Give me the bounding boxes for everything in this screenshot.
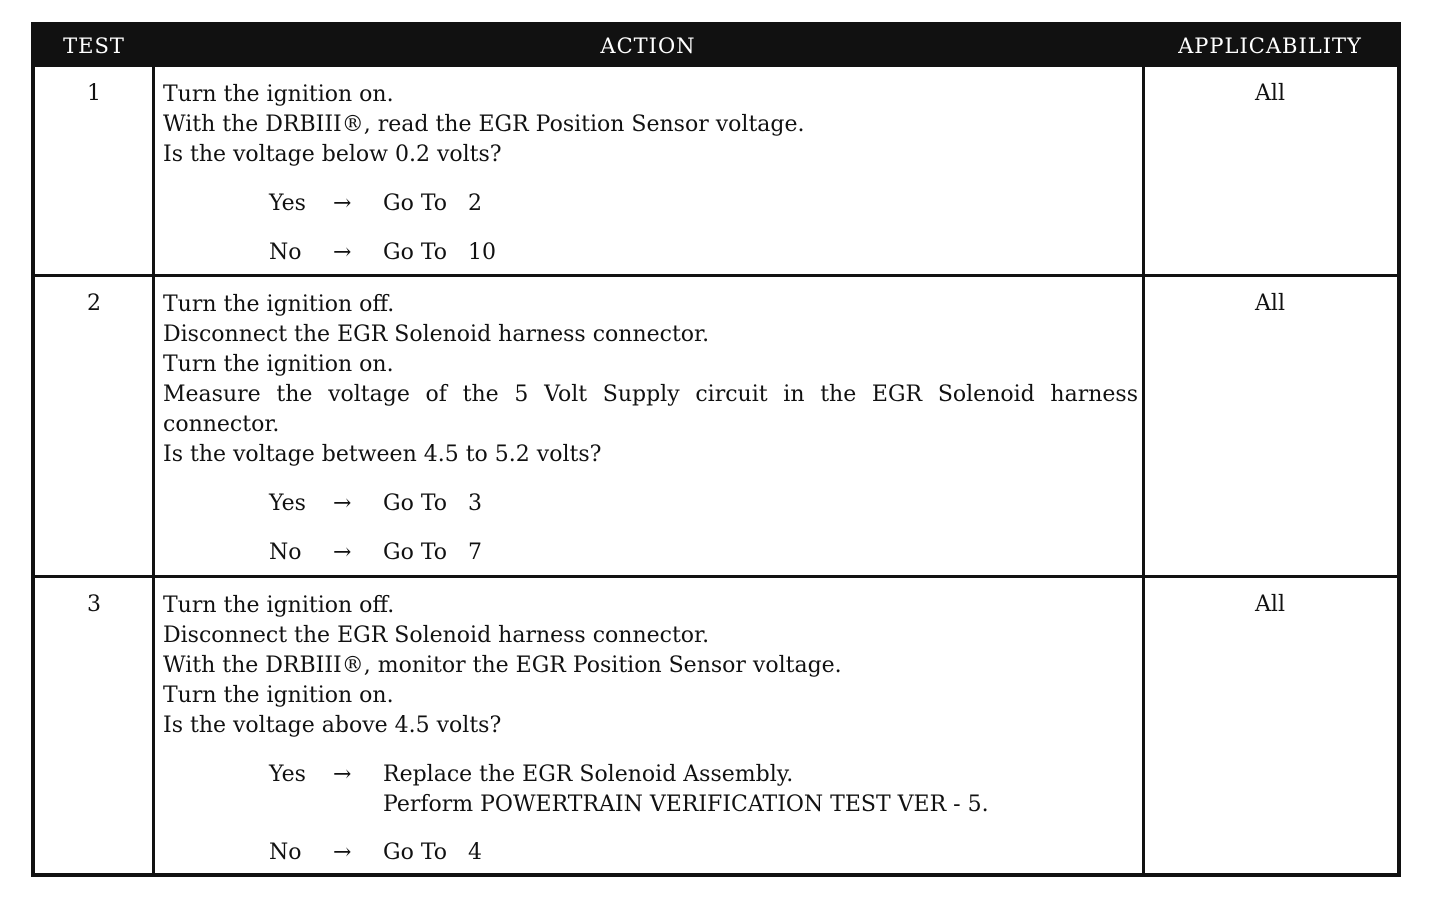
action-step: Is the voltage above 4.5 volts? bbox=[163, 713, 502, 738]
arrow-icon: → bbox=[333, 491, 352, 516]
yes-result: Go To 2 bbox=[383, 191, 482, 216]
header-action: ACTION bbox=[600, 34, 696, 58]
no-branch bbox=[163, 538, 1138, 568]
arrow-icon: → bbox=[333, 191, 352, 216]
arrow-icon: → bbox=[333, 540, 352, 565]
yes-branch bbox=[163, 189, 1138, 219]
no-label: No bbox=[269, 240, 302, 265]
yes-label: Yes bbox=[269, 491, 306, 516]
action-step: With the DRBIII®, read the EGR Position Sensor voltage. bbox=[163, 112, 805, 137]
action-cell bbox=[163, 80, 1138, 268]
test-number: 3 bbox=[87, 592, 101, 617]
header-test: TEST bbox=[63, 34, 125, 58]
yes-label: Yes bbox=[269, 191, 306, 216]
no-branch bbox=[163, 238, 1138, 268]
yes-result: Go To 3 bbox=[383, 491, 482, 516]
yes-branch bbox=[163, 489, 1138, 519]
yes-label: Yes bbox=[269, 762, 306, 787]
no-result: Go To 4 bbox=[383, 840, 482, 865]
action-step: connector. bbox=[163, 412, 280, 437]
test-number: 2 bbox=[87, 291, 101, 316]
action-step: With the DRBIII®, monitor the EGR Position Sensor voltage. bbox=[163, 653, 842, 678]
test-number: 1 bbox=[87, 81, 101, 106]
action-step: Measure the voltage of the 5 Volt Supply circuit in the EGR Solenoid harness bbox=[163, 382, 1138, 407]
no-label: No bbox=[269, 840, 302, 865]
applicability-value: All bbox=[1255, 291, 1285, 316]
action-step: Is the voltage between 4.5 to 5.2 volts? bbox=[163, 442, 602, 467]
action-step: Turn the ignition on. bbox=[163, 82, 394, 107]
no-label: No bbox=[269, 540, 302, 565]
table-row bbox=[35, 578, 1397, 877]
action-step: Disconnect the EGR Solenoid harness connector. bbox=[163, 623, 710, 648]
no-result: Go To 10 bbox=[383, 240, 496, 265]
arrow-icon: → bbox=[333, 840, 352, 865]
yes-branch bbox=[163, 760, 1138, 820]
table-row bbox=[35, 67, 1397, 274]
action-cell bbox=[163, 290, 1138, 568]
action-step: Disconnect the EGR Solenoid harness connector. bbox=[163, 322, 710, 347]
no-result: Go To 7 bbox=[383, 540, 482, 565]
action-step: Turn the ignition on. bbox=[163, 352, 394, 377]
diagnostic-test-table bbox=[31, 22, 1401, 877]
yes-result: Replace the EGR Solenoid Assembly. bbox=[383, 762, 794, 787]
header-applicability: APPLICABILITY bbox=[1178, 34, 1362, 58]
action-step: Is the voltage below 0.2 volts? bbox=[163, 142, 502, 167]
arrow-icon: → bbox=[333, 240, 352, 265]
yes-result-line2: Perform POWERTRAIN VERIFICATION TEST VER - 5. bbox=[383, 792, 989, 817]
action-step: Turn the ignition off. bbox=[163, 292, 395, 317]
no-branch bbox=[163, 838, 1138, 868]
action-cell bbox=[163, 591, 1138, 868]
table-header bbox=[35, 26, 1397, 67]
action-step: Turn the ignition on. bbox=[163, 683, 394, 708]
table-row bbox=[35, 277, 1397, 575]
action-step: Turn the ignition off. bbox=[163, 593, 395, 618]
arrow-icon: → bbox=[333, 762, 352, 787]
applicability-value: All bbox=[1255, 81, 1285, 106]
applicability-value: All bbox=[1255, 592, 1285, 617]
